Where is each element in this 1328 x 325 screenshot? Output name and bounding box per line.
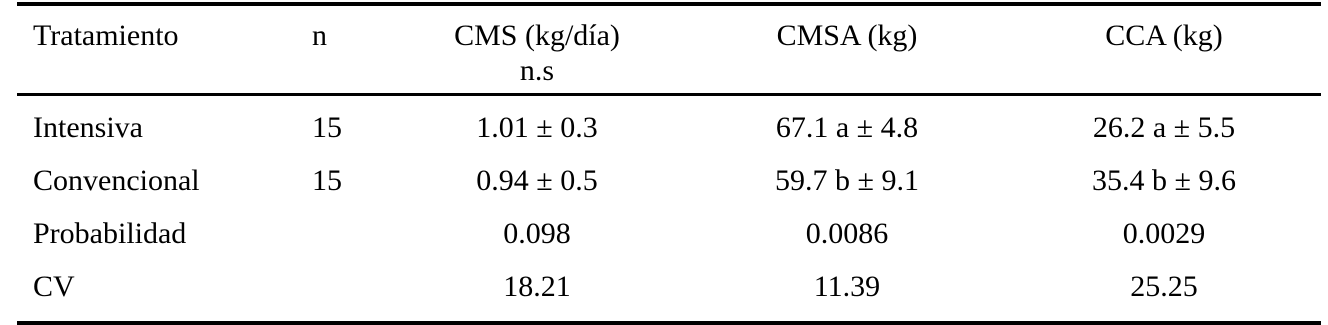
cell-cmsa: 0.0086 xyxy=(805,216,889,250)
cell-tratamiento: Convencional xyxy=(33,163,200,197)
cell-cca: 0.0029 xyxy=(1122,216,1206,250)
cell-cms: 1.01 ± 0.3 xyxy=(476,110,598,144)
cell-cmsa: 59.7 b ± 9.1 xyxy=(775,163,919,197)
cell-n: 15 xyxy=(312,163,342,197)
header-cms-label: CMS (kg/día) xyxy=(454,19,620,52)
table-row xyxy=(17,101,1321,154)
header-cca: CCA (kg) xyxy=(1105,19,1223,52)
header-cms-note: n.s xyxy=(519,54,555,87)
table-body xyxy=(17,96,1321,321)
cell-cca: 25.25 xyxy=(1130,269,1198,303)
header-n: n xyxy=(312,19,327,52)
cell-cms: 18.21 xyxy=(503,269,571,303)
table-row xyxy=(17,207,1321,260)
cell-n: 15 xyxy=(312,110,342,144)
cell-tratamiento: Intensiva xyxy=(33,110,143,144)
cell-cms: 0.098 xyxy=(503,216,571,250)
cell-cmsa: 67.1 a ± 4.8 xyxy=(775,110,919,144)
results-table xyxy=(17,2,1321,325)
cell-cms: 0.94 ± 0.5 xyxy=(476,163,598,197)
cell-tratamiento: Probabilidad xyxy=(33,216,187,250)
cell-cmsa: 11.39 xyxy=(813,269,881,303)
header-tratamiento: Tratamiento xyxy=(33,19,179,52)
cell-cca: 35.4 b ± 9.6 xyxy=(1092,163,1236,197)
table-header-row xyxy=(17,6,1321,93)
header-cms xyxy=(387,18,687,88)
cell-cca: 26.2 a ± 5.5 xyxy=(1092,110,1236,144)
table-row xyxy=(17,154,1321,207)
cell-tratamiento: CV xyxy=(33,269,75,303)
table-row xyxy=(17,260,1321,313)
bottom-rule xyxy=(17,321,1321,325)
header-cmsa: CMSA (kg) xyxy=(776,19,918,52)
